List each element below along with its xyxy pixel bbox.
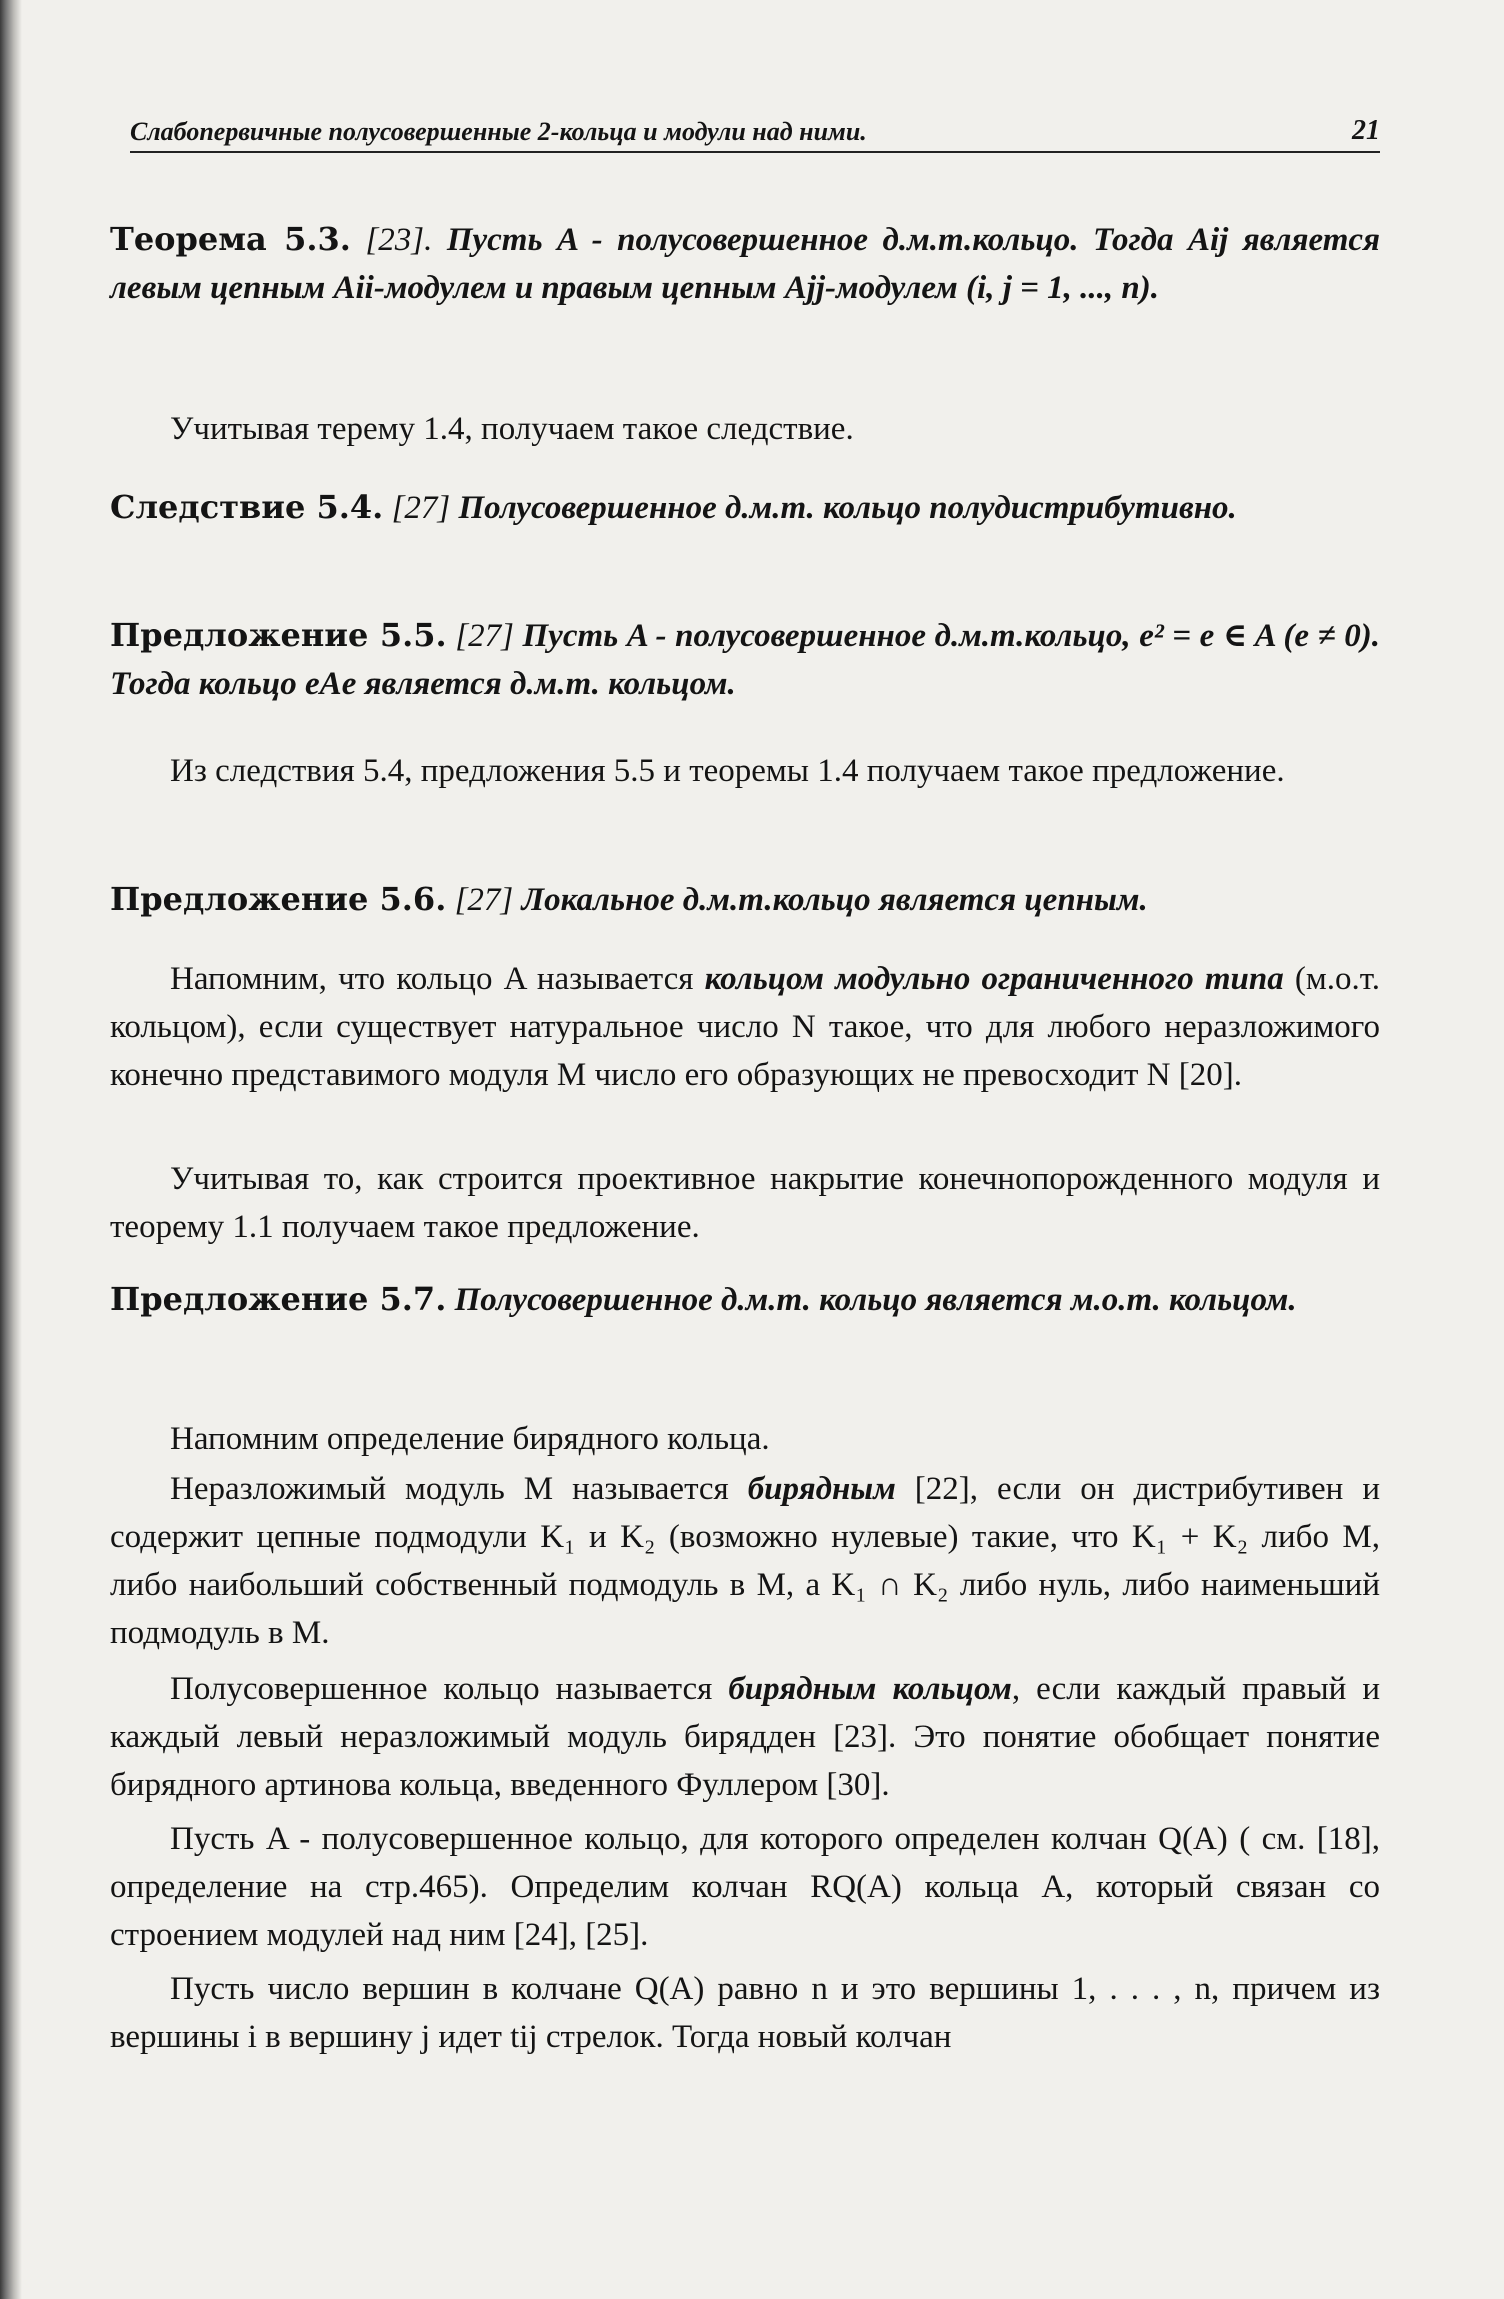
corollary-ref: [27]	[391, 490, 451, 526]
proposition-text: Локальное д.м.т.кольцо является цепным.	[521, 882, 1148, 918]
paragraph-text: Из следствия 5.4, предложения 5.5 и теоремы 1.4 получаем такое предложение.	[170, 753, 1285, 789]
page-number: 21	[1352, 115, 1380, 146]
defined-term: бирядным кольцом	[728, 1671, 1012, 1707]
paragraph-3	[110, 955, 1380, 1099]
page	[110, 115, 1381, 2055]
paragraph-text: Полусовершенное кольцо называется	[170, 1671, 729, 1707]
paragraph-text: Неразложимый модуль M называется	[170, 1471, 748, 1507]
paragraph-8	[110, 1815, 1380, 1959]
paragraph-text: Напомним, что кольцо A называется	[170, 961, 705, 997]
paragraph-text: Пусть число вершин в колчане Q(A) равно n и это вершины 1, . . . , n, причем из вершины i в вершину j идет tij стрелок. Тогда новый колчан	[110, 1971, 1380, 2055]
proposition-label: Предложение 5.5.	[110, 616, 447, 654]
paragraph-6	[110, 1465, 1380, 1657]
theorem-5-3	[110, 215, 1380, 312]
paragraph-text: Пусть A - полусовершенное кольцо, для которого определен колчан Q(A) ( см. [18], определение на стр.465). Определим колчан RQ(A) кольца A, который связан со строением модулей над ним [24], [25].	[110, 1821, 1380, 1953]
corollary-5-4	[110, 483, 1380, 532]
proposition-ref: [27]	[454, 882, 514, 918]
paragraph-text: (м.о.т. кольцом), если существует натуральное число N такое, что для любого неразложимого конечно представимого модуля M число его образующих не превосходит N [20].	[110, 961, 1380, 1093]
paragraph-text: [22], если он дистрибутивен и содержит цепные подмодули K₁ и K₂ (возможно нулевые) такие, что K₁ + K₂ либо M, либо наибольший собственный подмодуль в M, а K₁ ∩ K₂ либо нуль, либо наименьший подмодуль в M.	[110, 1471, 1380, 1651]
proposition-text: Полусовершенное д.м.т. кольцо является м.о.т. кольцом.	[454, 1282, 1297, 1318]
paragraph-text: Напомним определение бирядного кольца.	[170, 1421, 770, 1457]
proposition-label: Предложение 5.6.	[110, 880, 447, 918]
paragraph-9	[110, 1965, 1380, 2061]
paragraph-1	[110, 405, 1380, 453]
proposition-label: Предложение 5.7.	[110, 1280, 447, 1318]
scan-edge	[0, 0, 22, 2299]
corollary-label: Следствие 5.4.	[110, 488, 384, 526]
theorem-text: Пусть A - полусовершенное д.м.т.кольцо. Тогда Aij является левым цепным Aii-модулем и правым цепным Ajj-модулем (i, j = 1, ..., n).	[110, 222, 1381, 306]
paragraph-2	[110, 747, 1380, 795]
proposition-5-5	[110, 611, 1380, 708]
paragraph-text: Учитывая терему 1.4, получаем такое следствие.	[170, 411, 854, 447]
paragraph-text: Учитывая то, как строится проективное накрытие конечнопорожденного модуля и теорему 1.1 получаем такое предложение.	[110, 1161, 1380, 1245]
corollary-text: Полусовершенное д.м.т. кольцо полудистрибутивно.	[458, 490, 1237, 526]
paragraph-text: , если каждый правый и каждый левый неразложимый модуль бирядден [23]. Это понятие обобщает понятие бирядного артинова кольца, введенного Фуллером [30].	[110, 1671, 1380, 1803]
proposition-ref: [27]	[455, 618, 514, 654]
proposition-text: Пусть A - полусовершенное д.м.т.кольцо, e² = e ∈ A (e ≠ 0). Тогда кольцо eAe является д.м.т. кольцом.	[110, 618, 1381, 702]
running-head	[130, 115, 1380, 153]
theorem-label: Теорема 5.3.	[110, 220, 351, 258]
theorem-ref: [23].	[365, 222, 433, 258]
paragraph-4	[110, 1155, 1380, 1251]
defined-term: кольцом модульно ограниченного типа	[704, 961, 1284, 997]
paragraph-7	[110, 1665, 1380, 1809]
running-title: Слабопервичные полусовершенные 2-кольца и модули над ними.	[130, 117, 867, 146]
proposition-5-6	[110, 875, 1380, 924]
defined-term: бирядным	[747, 1471, 896, 1507]
proposition-5-7	[110, 1275, 1380, 1324]
paragraph-5	[110, 1415, 1380, 1463]
